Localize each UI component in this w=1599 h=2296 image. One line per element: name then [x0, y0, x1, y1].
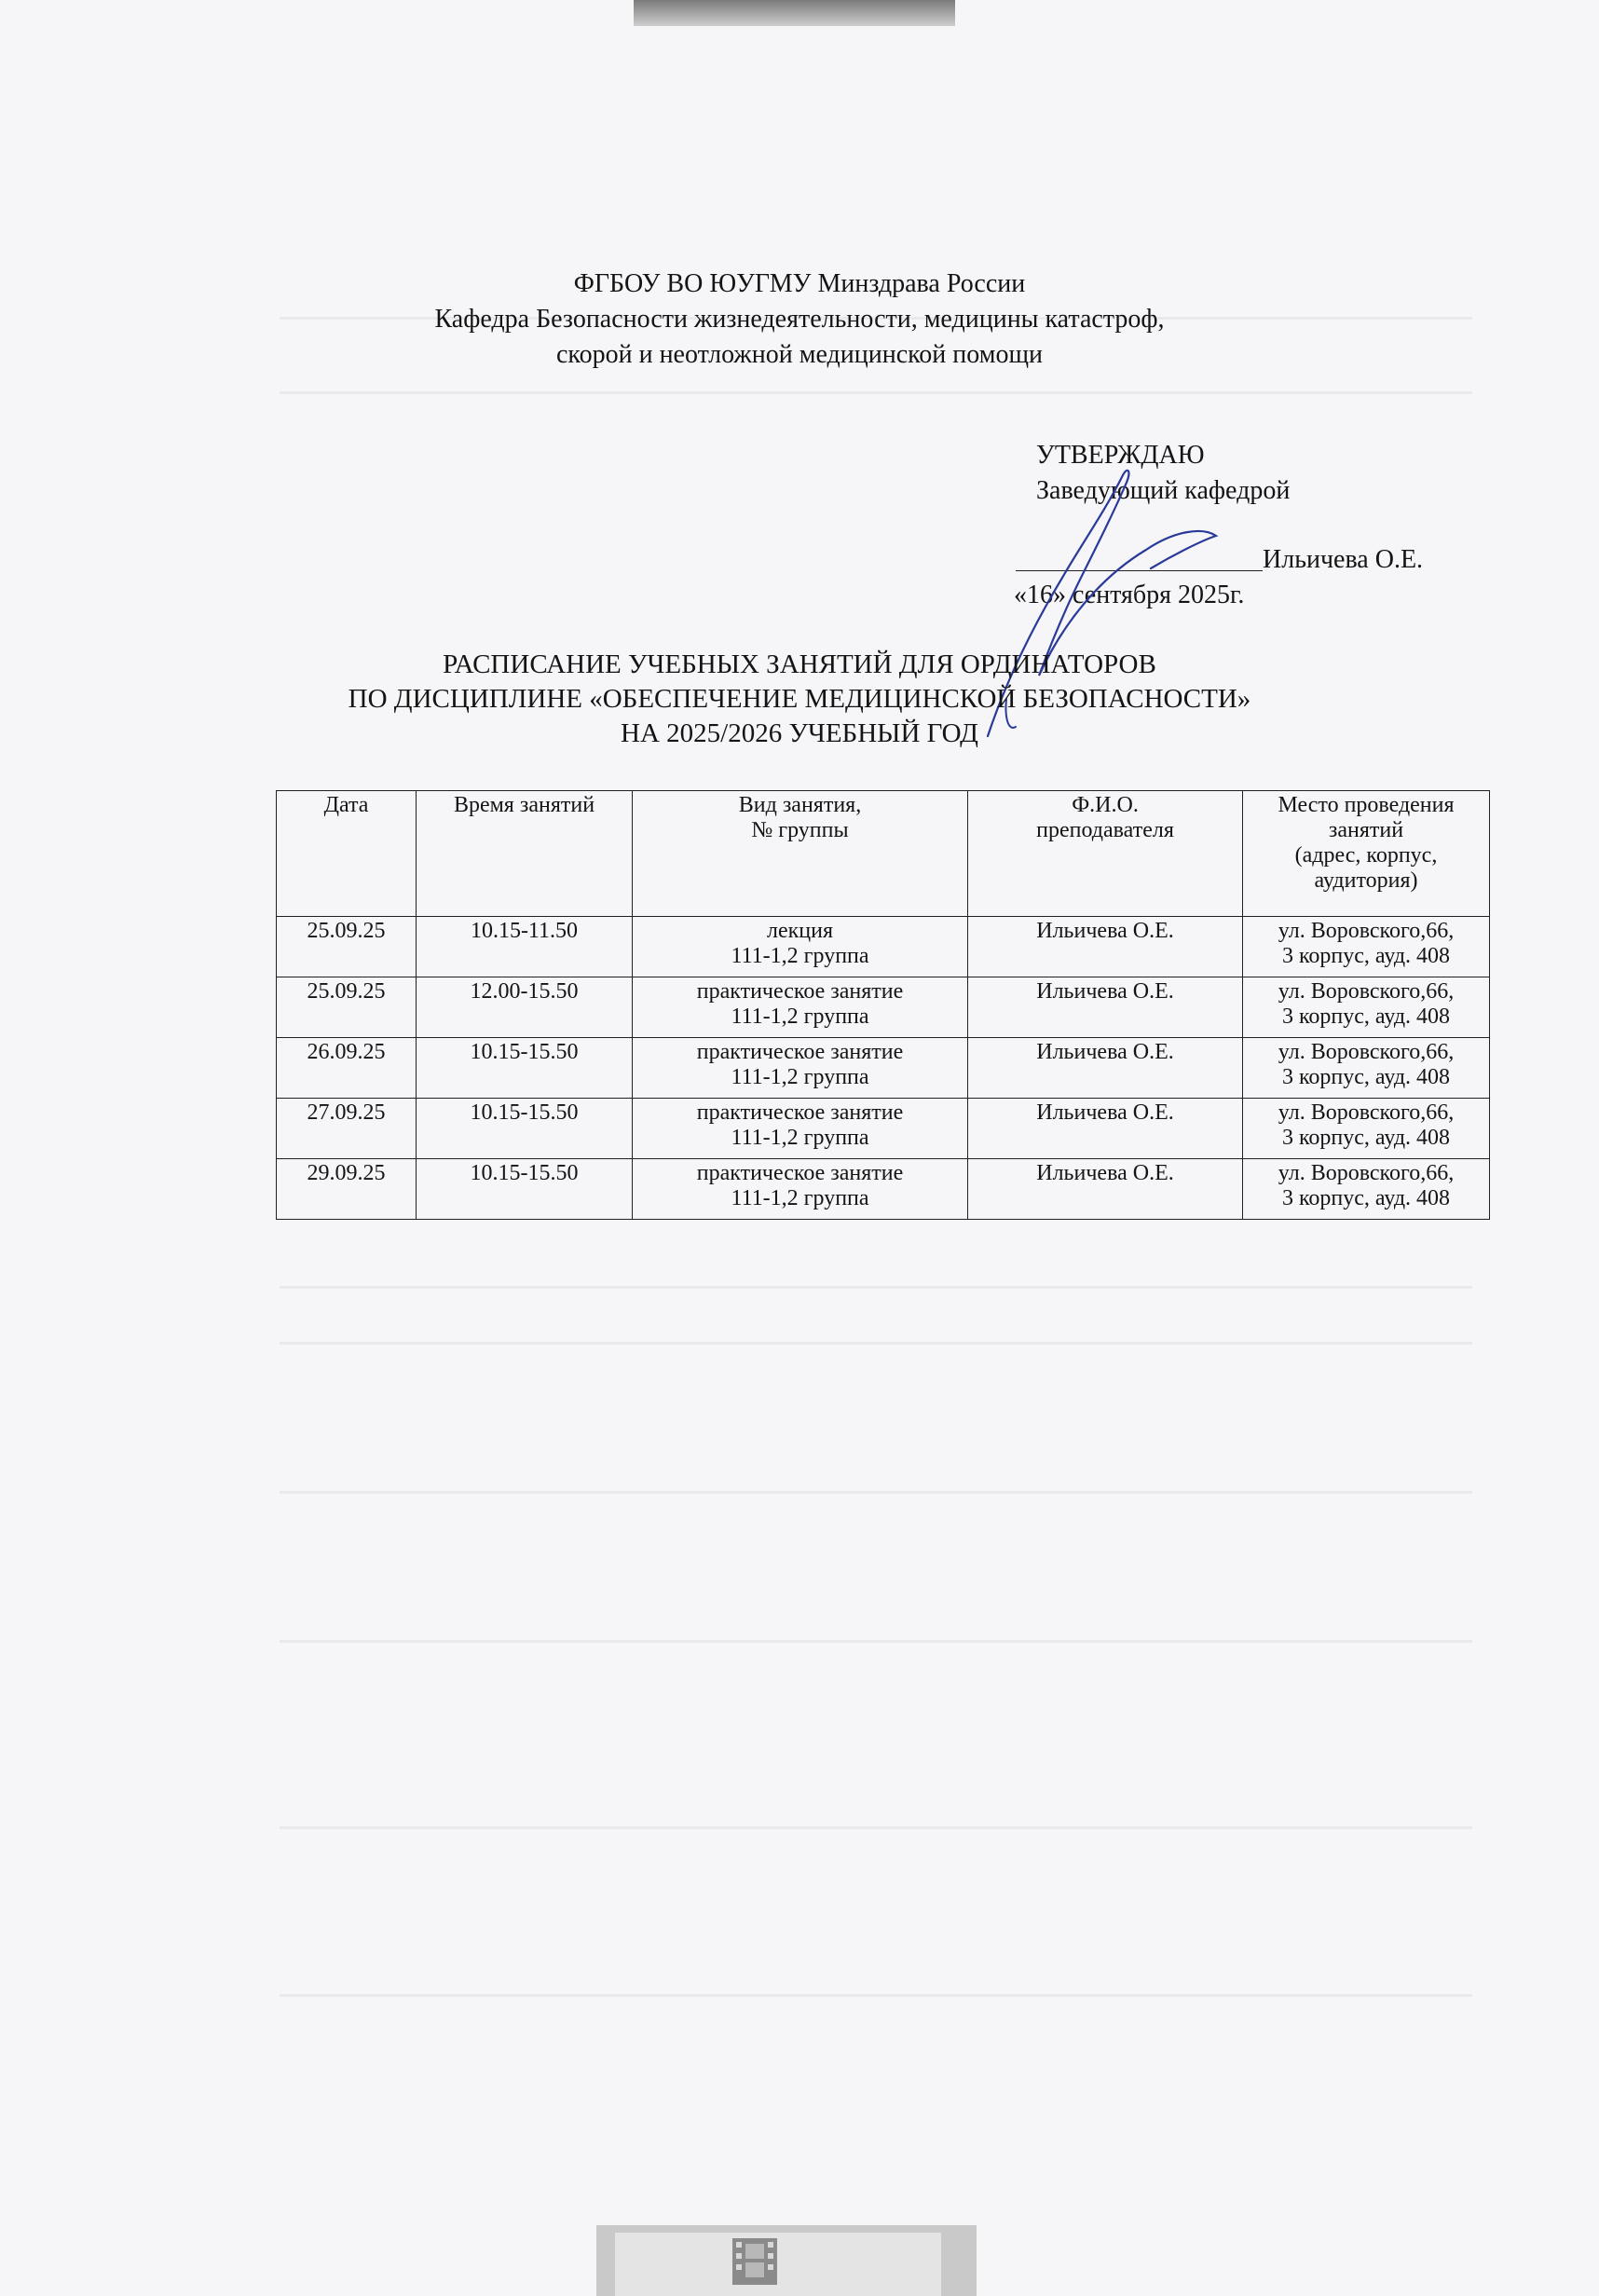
- cell-teacher: [968, 917, 1243, 977]
- cell-time: [417, 977, 633, 1038]
- scanner-edge-top: [634, 0, 955, 26]
- header-teacher-line: Ф.И.О.: [1072, 793, 1139, 817]
- header-teacher-line: преподавателя: [1036, 818, 1174, 842]
- cell-location-line: ул. Воровского,66,: [1278, 1040, 1455, 1064]
- approval-date: «16» сентября 2025г.: [1014, 581, 1245, 609]
- header-location-line: аудитория): [1314, 868, 1418, 893]
- approval-label: УТВЕРЖДАЮ: [1036, 441, 1205, 470]
- cell-date: [277, 917, 417, 977]
- cell-teacher-text: Ильичева О.Е.: [1036, 979, 1174, 1004]
- cell-location-line: ул. Воровского,66,: [1278, 1100, 1455, 1125]
- cell-time-text: 10.15-15.50: [470, 1040, 579, 1064]
- cell-location: [1243, 1159, 1490, 1220]
- show-through-line: [280, 1286, 1472, 1289]
- cell-class-type-line: 111-1,2 группа: [731, 1126, 869, 1150]
- cell-date: [277, 1159, 417, 1220]
- header-teacher: [968, 791, 1243, 917]
- cell-location: [1243, 977, 1490, 1038]
- title-line2: ПО ДИСЦИПЛИНЕ «ОБЕСПЕЧЕНИЕ МЕДИЦИНСКОЙ БЕЗОПАСНОСТИ»: [348, 684, 1251, 714]
- approver-position: Заведующий кафедрой: [1036, 476, 1291, 505]
- cell-class-type-line: 111-1,2 группа: [731, 1186, 869, 1210]
- cell-teacher: [968, 977, 1243, 1038]
- cell-class-type-line: практическое занятие: [696, 1161, 904, 1185]
- table-row: [277, 1159, 1490, 1220]
- cell-class-type: [633, 917, 968, 977]
- institution-header: [0, 266, 1599, 373]
- table-row: [277, 977, 1490, 1038]
- cell-location-line: 3 корпус, ауд. 408: [1281, 944, 1451, 968]
- cell-class-type-line: лекция: [766, 919, 833, 943]
- title-line3: НА 2025/2026 УЧЕБНЫЙ ГОД: [621, 718, 978, 748]
- scanner-edge-bottom: [596, 2225, 977, 2296]
- header-date: [277, 791, 417, 917]
- header-location: [1243, 791, 1490, 917]
- cell-time: [417, 917, 633, 977]
- cell-teacher-text: Ильичева О.Е.: [1036, 1040, 1174, 1064]
- header-location-line: (адрес, корпус,: [1294, 843, 1438, 868]
- cell-location-line: ул. Воровского,66,: [1278, 1161, 1455, 1185]
- cell-date: [277, 977, 417, 1038]
- cell-location: [1243, 917, 1490, 977]
- cell-location: [1243, 1099, 1490, 1159]
- cell-date: [277, 1099, 417, 1159]
- cell-location-line: 3 корпус, ауд. 408: [1281, 1126, 1451, 1150]
- header-class-type-line: № группы: [751, 818, 849, 842]
- institution-name: ФГБОУ ВО ЮУГМУ Минздрава России: [573, 269, 1026, 298]
- schedule-table-body: [277, 917, 1490, 1220]
- cell-teacher: [968, 1099, 1243, 1159]
- header-date-line: Дата: [323, 793, 369, 817]
- cell-class-type: [633, 1099, 968, 1159]
- cell-date-text: 27.09.25: [307, 1100, 386, 1125]
- header-location-line: Место проведения: [1278, 793, 1455, 817]
- header-time-line: Время занятий: [453, 793, 595, 817]
- table-row: [277, 1099, 1490, 1159]
- cell-class-type-line: практическое занятие: [696, 979, 904, 1004]
- cell-time-text: 10.15-15.50: [470, 1161, 579, 1185]
- department-name-line1: Кафедра Безопасности жизнедеятельности, медицины катастроф,: [434, 305, 1165, 334]
- cell-location-line: ул. Воровского,66,: [1278, 979, 1455, 1004]
- cell-time-text: 10.15-15.50: [470, 1100, 579, 1125]
- cell-class-type-line: 111-1,2 группа: [731, 1004, 869, 1029]
- schedule-table-header: [277, 791, 1490, 917]
- cell-location-line: 3 корпус, ауд. 408: [1281, 1004, 1451, 1029]
- film-icon: [727, 2233, 783, 2289]
- show-through-line: [280, 1640, 1472, 1643]
- cell-class-type-line: практическое занятие: [696, 1040, 904, 1064]
- cell-teacher-text: Ильичева О.Е.: [1036, 1161, 1174, 1185]
- cell-date: [277, 1038, 417, 1099]
- document-title: [0, 648, 1599, 751]
- cell-class-type: [633, 977, 968, 1038]
- cell-time: [417, 1159, 633, 1220]
- show-through-line: [280, 1826, 1472, 1829]
- cell-location: [1243, 1038, 1490, 1099]
- cell-date-text: 29.09.25: [307, 1161, 386, 1185]
- cell-teacher: [968, 1159, 1243, 1220]
- schedule-table: [276, 790, 1490, 1220]
- cell-date-text: 25.09.25: [307, 979, 386, 1004]
- cell-class-type: [633, 1159, 968, 1220]
- cell-date-text: 26.09.25: [307, 1040, 386, 1064]
- header-location-line: занятий: [1328, 818, 1404, 842]
- cell-location-line: ул. Воровского,66,: [1278, 919, 1455, 943]
- department-name-line2: скорой и неотложной медицинской помощи: [555, 340, 1044, 369]
- cell-class-type: [633, 1038, 968, 1099]
- cell-class-type-line: практическое занятие: [696, 1100, 904, 1125]
- show-through-line: [280, 391, 1472, 394]
- show-through-line: [280, 1491, 1472, 1494]
- show-through-line: [280, 1994, 1472, 1997]
- show-through-line: [280, 1342, 1472, 1345]
- cell-time-text: 10.15-11.50: [470, 919, 579, 943]
- cell-teacher-text: Ильичева О.Е.: [1036, 919, 1174, 943]
- title-line1: РАСПИСАНИЕ УЧЕБНЫХ ЗАНЯТИЙ ДЛЯ ОРДИНАТОРОВ: [443, 649, 1156, 679]
- table-row: [277, 1038, 1490, 1099]
- cell-time-text: 12.00-15.50: [470, 979, 579, 1004]
- header-class-type: [633, 791, 968, 917]
- cell-date-text: 25.09.25: [307, 919, 386, 943]
- cell-teacher-text: Ильичева О.Е.: [1036, 1100, 1174, 1125]
- cell-class-type-line: 111-1,2 группа: [731, 1065, 869, 1089]
- cell-time: [417, 1038, 633, 1099]
- cell-class-type-line: 111-1,2 группа: [731, 944, 869, 968]
- cell-location-line: 3 корпус, ауд. 408: [1281, 1065, 1451, 1089]
- table-row: [277, 917, 1490, 977]
- approver-name: Ильичева О.Е.: [1263, 545, 1424, 574]
- header-class-type-line: Вид занятия,: [738, 793, 862, 817]
- cell-teacher: [968, 1038, 1243, 1099]
- cell-location-line: 3 корпус, ауд. 408: [1281, 1186, 1451, 1210]
- cell-time: [417, 1099, 633, 1159]
- header-time: [417, 791, 633, 917]
